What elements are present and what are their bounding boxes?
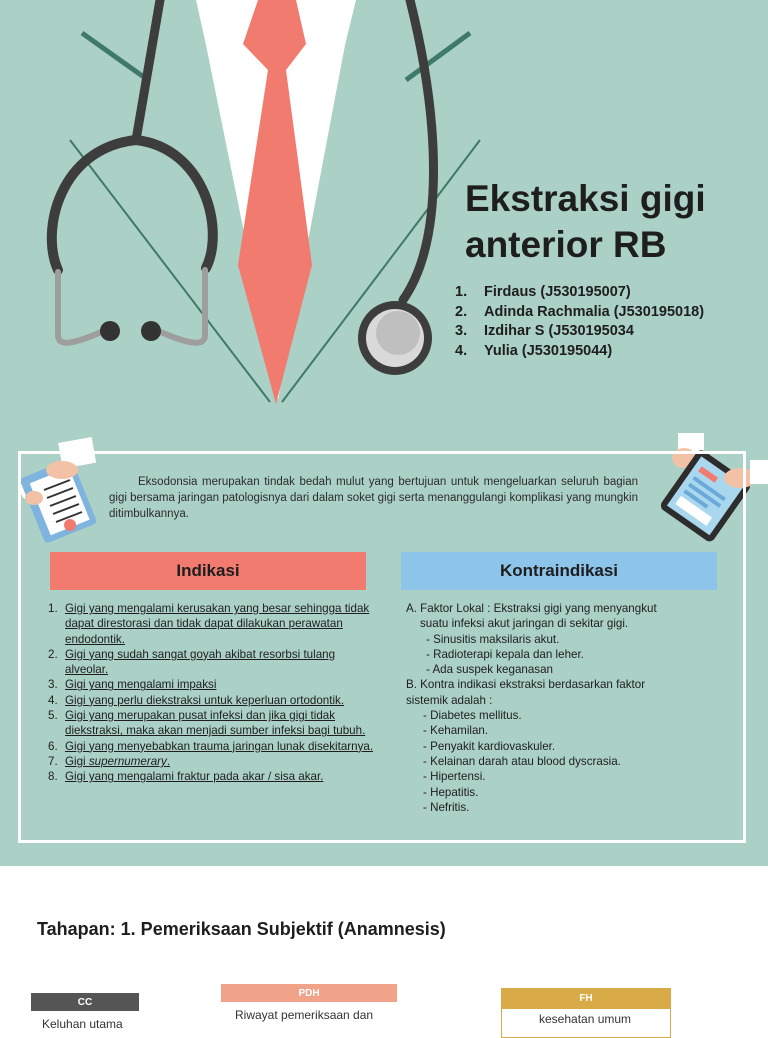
list-item <box>48 754 378 769</box>
list-item <box>48 693 378 708</box>
item-number: 1. <box>48 602 58 615</box>
list-item <box>48 769 378 784</box>
kontraindikasi-line: - Hipertensi. <box>423 770 486 784</box>
item-number: 8. <box>48 770 58 784</box>
author-number: 1. <box>455 284 468 300</box>
fh-label: FH <box>501 988 671 1008</box>
title-line-2: anterior RB <box>465 224 667 265</box>
presentation-title <box>465 176 706 268</box>
item-text: Gigi yang mengalami kerusakan yang besar sehingga tidak dapat direstorasi dan tidak dapat dilakukan perawatan endodontik. <box>65 602 370 646</box>
item-text: Gigi yang perlu diekstraksi untuk keperluan ortodontik. <box>65 693 345 707</box>
kontraindikasi-line: A. Faktor Lokal : Ekstraksi gigi yang menyangkut <box>406 602 657 615</box>
kontraindikasi-line: B. Kontra indikasi ekstraksi berdasarkan faktor <box>406 678 646 692</box>
author-number: 4. <box>455 342 468 359</box>
cc-text: Keluhan utama <box>42 1017 123 1031</box>
indikasi-header: Indikasi <box>50 552 366 590</box>
item-text: Gigi yang menyebabkan trauma jaringan lunak disekitarnya. <box>65 739 374 753</box>
author-name: Izdihar S (J530195034 <box>484 323 634 339</box>
fh-text: kesehatan umum <box>539 1012 632 1026</box>
tahapan-heading: Tahapan: 1. Pemeriksaan Subjektif (Anamnesis) <box>37 919 446 939</box>
item-number: 3. <box>48 678 58 692</box>
list-item <box>48 739 378 754</box>
kontraindikasi-line: - Penyakit kardiovaskuler. <box>423 739 556 753</box>
kontraindikasi-header: Kontraindikasi <box>401 552 717 590</box>
author-number: 2. <box>455 303 468 320</box>
kontraindikasi-list <box>406 601 726 815</box>
item-number: 4. <box>48 693 58 707</box>
kontraindikasi-line: - Sinusitis maksilaris akut. <box>426 632 560 646</box>
earpiece-right-icon <box>141 321 161 341</box>
author-name: Yulia (J530195044) <box>484 342 613 359</box>
author-list <box>455 283 704 361</box>
item-text: Gigi yang mengalami fraktur pada akar / sisa akar. <box>65 770 324 784</box>
item-number: 6. <box>48 739 58 753</box>
author-name: Firdaus (J530195007) <box>484 284 631 300</box>
chestpiece-icon <box>358 301 432 375</box>
kontraindikasi-line: - Diabetes mellitus. <box>423 709 522 723</box>
author-name: Adinda Rachmalia (J530195018) <box>484 303 705 320</box>
pdh-label: PDH <box>221 984 397 1002</box>
list-item <box>48 708 378 739</box>
author-item <box>455 283 704 303</box>
list-item <box>48 677 378 692</box>
author-number: 3. <box>455 323 468 339</box>
kontraindikasi-line: - Radioterapi kepala dan leher. <box>426 647 584 661</box>
author-item <box>455 322 704 342</box>
item-text: Gigi yang sudah sangat goyah akibat resorbsi tulang alveolar. <box>65 647 336 677</box>
intro-paragraph: Eksodonsia merupakan tindak bedah mulut yang bertujuan untuk mengeluarkan seluruh bagian gigi bersama jaringan patologisnya dari dalam soket gigi serta menanggulangi komplikasi yang mungkin ditimbulkannya. <box>109 476 638 520</box>
cc-label: CC <box>31 993 139 1011</box>
kontraindikasi-line: - Hepatitis. <box>423 785 479 799</box>
item-number: 7. <box>48 754 58 768</box>
kontraindikasi-line: - Kehamilan. <box>423 724 489 738</box>
author-item <box>455 342 704 362</box>
item-text: Gigi yang mengalami impaksi <box>65 678 217 692</box>
item-number: 2. <box>48 647 58 661</box>
indikasi-list <box>48 601 378 785</box>
kontraindikasi-line: - Kelainan darah atau blood dyscrasia. <box>423 754 621 768</box>
kontraindikasi-line: suatu infeksi akut jaringan di sekitar gigi. <box>420 617 629 631</box>
italic-term: supernumerary <box>88 754 167 768</box>
kontraindikasi-line: sistemik adalah : <box>406 693 493 707</box>
item-text: Gigi yang merupakan pusat infeksi dan jika gigi tidak diekstraksi, maka akan menjadi sumber infeksi bagi tubuh. <box>65 709 366 738</box>
item-text: Gigi supernumerary. <box>65 754 171 768</box>
list-item <box>48 601 378 647</box>
list-item <box>48 647 378 678</box>
author-item <box>455 303 704 323</box>
title-line-1: Ekstraksi gigi <box>465 178 706 219</box>
item-number: 5. <box>48 709 58 723</box>
kontraindikasi-line: - Ada suspek keganasan <box>426 663 553 677</box>
earpiece-left-icon <box>100 321 120 341</box>
kontraindikasi-line: - Nefritis. <box>423 800 470 814</box>
pdh-text: Riwayat pemeriksaan dan <box>235 1008 374 1022</box>
